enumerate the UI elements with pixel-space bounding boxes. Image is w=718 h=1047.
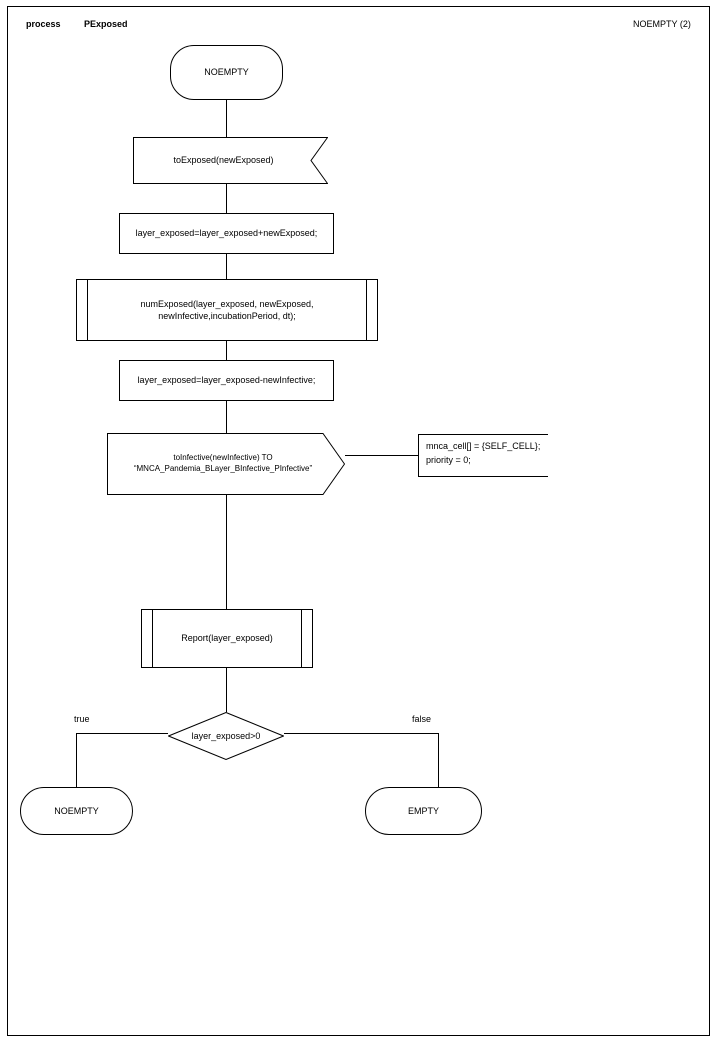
header-process-name: PExposed: [84, 19, 128, 29]
procedure-report[interactable]: [141, 609, 313, 668]
edge-label-true: true: [74, 714, 90, 724]
state-empty[interactable]: [365, 787, 482, 835]
task-subtract-infective-label: layer_exposed=layer_exposed-newInfective;: [137, 375, 316, 386]
input-signal-label: toExposed(newExposed): [173, 155, 274, 166]
connector-task1-to-proc1: [226, 254, 227, 279]
page-border: [7, 6, 710, 1036]
comment-line2: priority = 0;: [426, 454, 471, 465]
connector-proc2-to-decision: [226, 668, 227, 712]
decision-layer-exposed[interactable]: [168, 712, 284, 760]
procedure-numexposed[interactable]: [76, 279, 378, 341]
connector-decision-false: [284, 733, 438, 734]
output-signal-label: toInfective(newInfective) TO “MNCA_Pandemia_BLayer_BInfective_PInfective”: [133, 453, 313, 473]
task-add-exposed-label: layer_exposed=layer_exposed+newExposed;: [135, 228, 318, 239]
connector-output-to-proc2: [226, 495, 227, 609]
connector-output-to-comment: [345, 455, 418, 456]
comment-line1: mnca_cell[] = {SELF_CELL};: [426, 441, 541, 451]
edge-label-false: false: [412, 714, 432, 724]
input-signal-toexposed[interactable]: [133, 137, 328, 184]
procedure-numexposed-line2: newInfective,incubationPeriod, dt);: [158, 311, 296, 321]
connector-true-down: [76, 733, 77, 787]
state-noempty-label: NOEMPTY: [54, 805, 99, 816]
connector-proc1-to-task2: [226, 341, 227, 360]
state-noempty[interactable]: [20, 787, 133, 835]
decision-label: layer_exposed>0: [191, 730, 261, 741]
state-empty-label: EMPTY: [407, 805, 439, 816]
task-subtract-infective[interactable]: [119, 360, 334, 401]
connector-decision-true: [76, 733, 168, 734]
output-signal-toinfective[interactable]: [107, 433, 345, 495]
connector-input-to-task1: [226, 184, 227, 213]
task-add-exposed[interactable]: [119, 213, 334, 254]
connector-start-to-input: [226, 100, 227, 137]
procedure-numexposed-line1: numExposed(layer_exposed, newExposed,: [140, 298, 314, 309]
header-page-label: NOEMPTY (2): [633, 19, 691, 29]
header-process-keyword: process: [26, 19, 61, 29]
state-start-label: NOEMPTY: [204, 67, 249, 78]
comment-mnca-cell: [418, 434, 548, 477]
connector-task2-to-output: [226, 401, 227, 433]
procedure-report-label: Report(layer_exposed): [181, 633, 273, 644]
connector-false-down: [438, 733, 439, 787]
state-start[interactable]: [170, 45, 283, 100]
